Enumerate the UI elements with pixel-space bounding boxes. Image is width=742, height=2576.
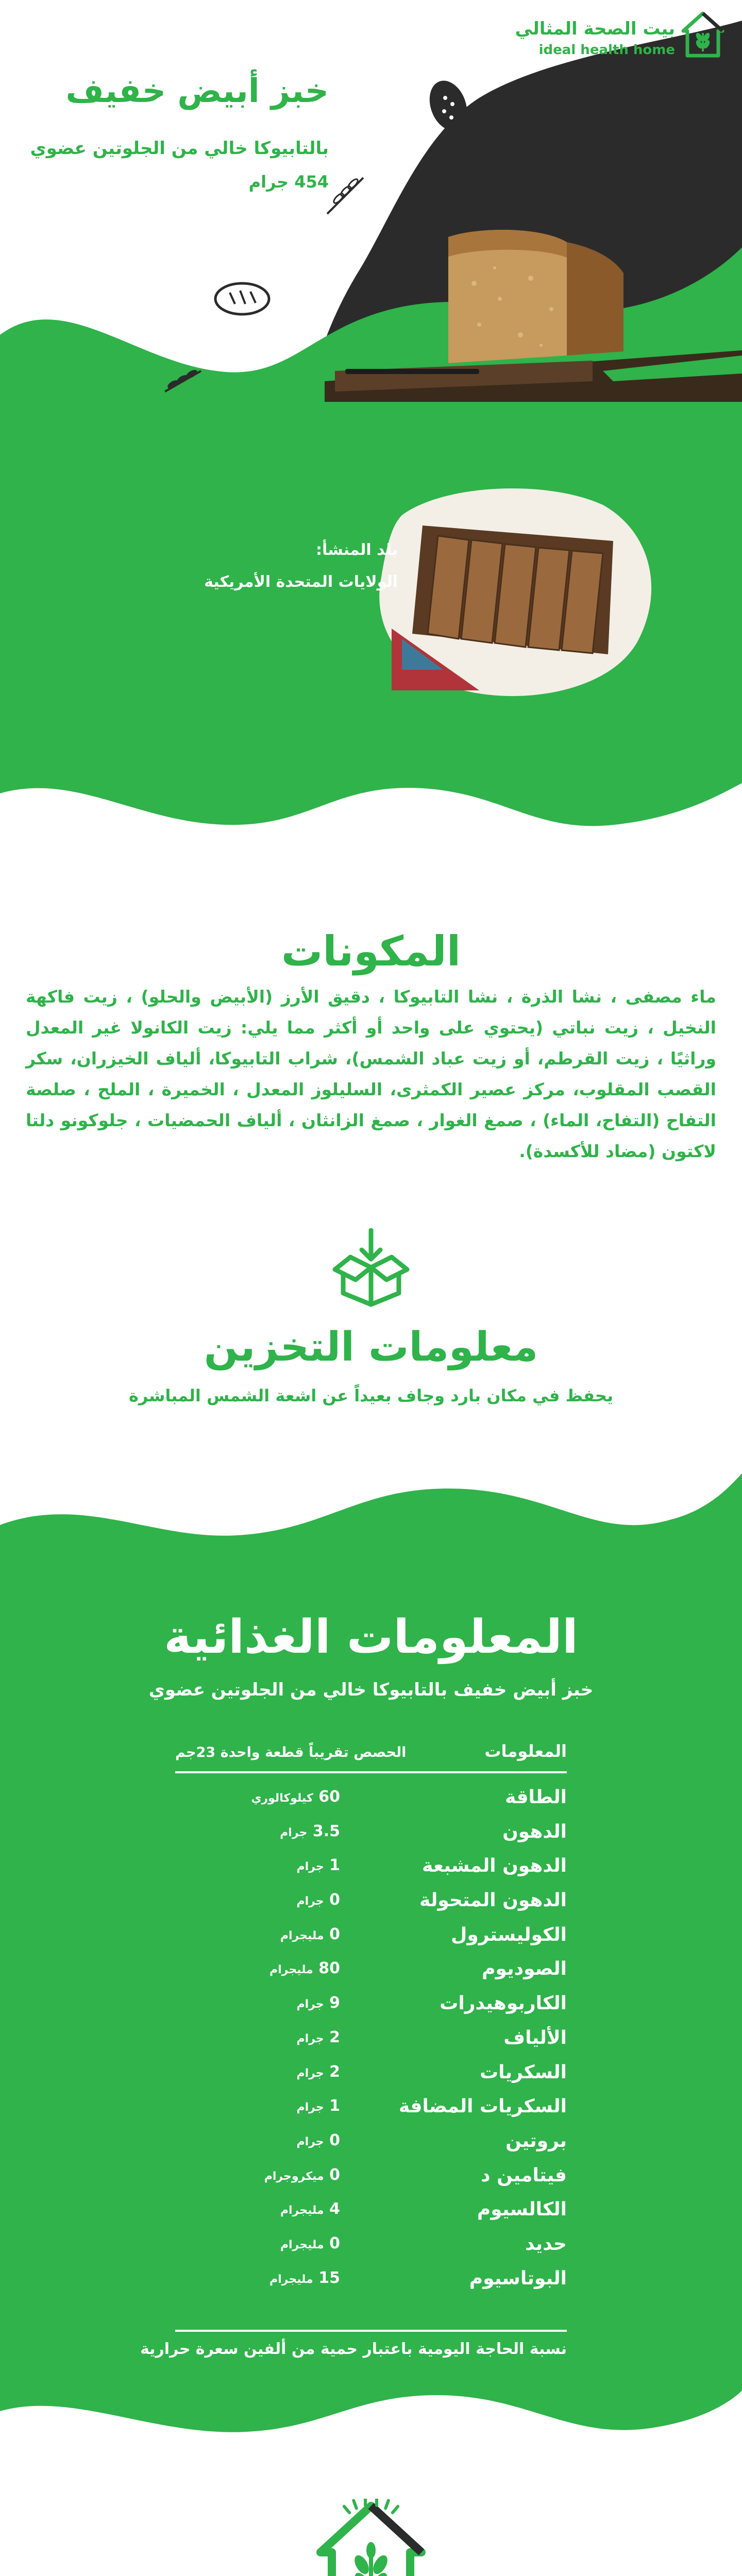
nutrition-row xyxy=(175,2020,567,2055)
nutrition-table xyxy=(175,1741,567,2295)
nutrient-value: 2 xyxy=(329,2028,340,2046)
nutrient-amount xyxy=(206,1856,340,1874)
bread-slices-photo xyxy=(371,484,660,701)
nutrient-value: 0 xyxy=(329,2234,340,2252)
nutrient-value: 15 xyxy=(318,2268,340,2287)
house-wheat-logo-icon xyxy=(681,11,724,59)
nutrient-value: 0 xyxy=(329,1925,340,1943)
nutrient-unit: جرام xyxy=(296,1860,324,1874)
nutrient-value: 80 xyxy=(318,1959,340,1978)
nutrient-unit: جرام xyxy=(296,2032,324,2045)
nutrient-unit: جرام xyxy=(280,1826,308,1839)
nutrient-name: الصوديوم xyxy=(482,1958,567,1980)
nutrition-rows xyxy=(175,1773,567,2295)
nutrient-unit: جرام xyxy=(296,2066,324,2080)
nutrition-row xyxy=(175,2192,567,2226)
nutrient-unit: كيلوكالوري xyxy=(251,1792,313,1805)
nutrient-name: الدهون المشبعة xyxy=(422,1855,567,1877)
product-title: خبز أبيض خفيف xyxy=(65,72,329,110)
nutrient-amount xyxy=(206,2131,340,2149)
nutrient-amount xyxy=(206,2234,340,2252)
nutrition-row xyxy=(175,1883,567,1917)
nutrient-amount xyxy=(206,1822,340,1840)
origin-label: بلد المنشأ: xyxy=(316,541,398,559)
wheat-doodle-icon xyxy=(322,173,374,219)
nutrient-value: 0 xyxy=(329,2165,340,2184)
nutrient-name: الكالسيوم xyxy=(477,2199,567,2221)
storage-instructions: يحفظ في مكان بارد وجاف بعيداً عن اشعة الشمس المباشرة xyxy=(129,1386,613,1405)
loaf-doodle-icon xyxy=(211,278,273,319)
nutrition-table-header xyxy=(175,1741,567,1773)
nutrient-value: 2 xyxy=(329,2062,340,2081)
nutrition-note: نسبة الحاجة اليومية باعتبار حمية من ألفين سعرة حرارية xyxy=(140,2340,567,2358)
nutrient-name: الدهون المتحولة xyxy=(419,1890,567,1911)
nutrition-row xyxy=(175,2261,567,2295)
nutrient-name: فيتامين د xyxy=(481,2164,567,2186)
nutrient-value: 1 xyxy=(329,1856,340,1875)
nutrient-value: 60 xyxy=(318,1788,340,1806)
nutrient-value: 0 xyxy=(329,1891,340,1909)
nutrient-name: السكريات xyxy=(479,2061,567,2083)
nutrient-unit: ميكروجرام xyxy=(264,2170,324,2183)
bread-doodle-icon xyxy=(423,77,474,134)
nutrient-name: الكاربوهيدرات xyxy=(440,1993,567,2014)
nutrient-unit: مليجرام xyxy=(280,1929,324,1942)
ingredients-title: المكونات xyxy=(281,927,461,975)
nutrition-row xyxy=(175,1986,567,2020)
nutrient-name: البوتاسيوم xyxy=(469,2267,567,2289)
nutrient-amount xyxy=(206,2269,340,2287)
brand-name-arabic: بيت الصحة المثالي xyxy=(515,19,675,39)
nutrition-header-serving: الحصص تقريباً قطعة واحدة 23جم xyxy=(175,1744,407,1760)
nutrient-unit: جرام xyxy=(296,2135,324,2148)
nutrient-amount xyxy=(206,1891,340,1909)
nutrient-amount xyxy=(206,2028,340,2046)
ingredients-list: ماء مصفى ، نشا الذرة ، نشا التابيوكا ، دقيق الأرز (الأبيض والحلو) ، زيت فاكهة النخيل ، زيت نباتي (يحتوي على واحد أو أكثر مما يلي: زيت الكانولا غير المعدل وراثيًا ، زيت القرطم، أو زيت عباد الشمس)، شراب التابيوكا، ألياف الخيزران، سكر القصب المقلوب، مركز عصير الكمثرى، السليلوز المعدل ، الخميرة ، الملح ، صلصة التفاح (التفاح، الماء) ، صمغ الغوار ، صمغ الزانثان ، ألياف الحمضيات ، جلوكونو دلتا لاكتون (مضاد للأكسدة). xyxy=(26,987,716,1161)
nutrient-name: الألياف xyxy=(503,2027,567,2048)
origin-country: الولايات المتحدة الأمريكية xyxy=(204,573,398,591)
nutrition-row xyxy=(175,2089,567,2123)
storage-title: معلومات التخزين xyxy=(204,1324,538,1370)
nutrient-amount xyxy=(206,1925,340,1943)
nutrition-row xyxy=(175,2055,567,2089)
nutrient-unit: جرام xyxy=(296,2101,324,2114)
nutrient-value: 4 xyxy=(329,2200,340,2218)
nutrient-name: الكوليسترول xyxy=(451,1924,567,1945)
nutrition-row xyxy=(175,1848,567,1883)
nutrient-value: 3.5 xyxy=(312,1822,340,1840)
wheat-leaf-doodle-icon xyxy=(160,361,206,397)
nutrient-unit: مليجرام xyxy=(280,2238,324,2251)
nutrition-divider xyxy=(175,2330,567,2332)
nutrient-name: الدهون xyxy=(502,1821,567,1842)
nutrient-amount xyxy=(206,1788,340,1806)
nutrient-unit: جرام xyxy=(296,1998,324,2011)
nutrient-unit: مليجرام xyxy=(269,2273,313,2286)
hero-section xyxy=(0,0,742,591)
nutrient-amount xyxy=(206,1994,340,2012)
nutrient-name: السكريات المضافة xyxy=(399,2096,567,2117)
nutrient-unit: مليجرام xyxy=(269,1963,313,1977)
nutrition-subtitle: خبز أبيض خفيف بالتابيوكا خالي من الجلوتين عضوي xyxy=(148,1680,594,1700)
nutrient-value: 1 xyxy=(329,2097,340,2115)
nutrient-amount xyxy=(206,2063,340,2081)
nutrient-value: 0 xyxy=(329,2131,340,2149)
nutrient-amount xyxy=(206,2166,340,2184)
bread-loaf-image xyxy=(325,216,742,402)
open-box-download-icon xyxy=(330,1226,412,1309)
nutrition-row xyxy=(175,2158,567,2192)
nutrient-value: 9 xyxy=(329,1994,340,2012)
nutrition-row xyxy=(175,1780,567,1814)
nutrition-row xyxy=(175,1951,567,1986)
product-weight: 454 جرام xyxy=(248,172,329,192)
product-subtitle: بالتابيوكا خالي من الجلوتين عضوي xyxy=(30,138,329,159)
nutrient-name: الطاقة xyxy=(505,1787,567,1808)
nutrient-amount xyxy=(206,1959,340,1977)
nutrition-row xyxy=(175,1814,567,1849)
nutrient-name: بروتين xyxy=(505,2130,567,2151)
nutrient-amount xyxy=(206,2200,340,2218)
nutrition-title: المعلومات الغذائية xyxy=(164,1610,578,1664)
nutrient-amount xyxy=(206,2097,340,2115)
nutrition-row xyxy=(175,2123,567,2158)
nutrient-unit: جرام xyxy=(296,1895,324,1908)
nutrition-header-name: المعلومات xyxy=(484,1741,567,1761)
nutrition-row xyxy=(175,1917,567,1952)
nutrient-unit: مليجرام xyxy=(280,2204,324,2217)
brand-logo[interactable] xyxy=(503,11,724,63)
nutrient-name: حديد xyxy=(525,2233,567,2255)
house-wheat-logo-icon xyxy=(314,2499,428,2576)
brand-name-english: ideal health home xyxy=(538,42,675,58)
nutrition-row xyxy=(175,2226,567,2261)
